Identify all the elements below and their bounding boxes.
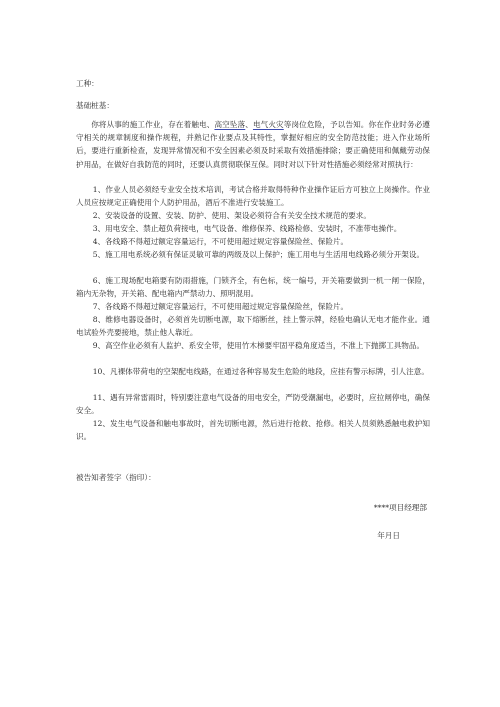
intro-text-post: 等岗位危险，予以告知。你在作业时务必遵守相关的规章制度和操作规程，并熟记作业要点及其特性，掌握好相应的安全防范技能；进入作业场所后，要进行重新检查，发现异常情况和不安全因素必须及时采取有效措施排除；要正确使用和佩戴劳动保护用品，在做好自我防范的同时，还要认真贯彻联保互保。同时对以下针对性措施必须经常对照执行： xyxy=(76,120,431,169)
measure-item-10: 10、凡裸体带荷电的空架配电线路，在通过各种容易发生危险的地段，应挂有警示标牌，引人注意。 xyxy=(92,367,429,376)
measure-item-8: 8、维修电器设备时，必须首先切断电源，取下熔断丝，挂上警示牌，经验电确认无电才能作业。通电试验外壳要接地，禁止他人靠近。 xyxy=(76,315,430,338)
intro-paragraph xyxy=(76,118,430,171)
intro-text-mid: 、 xyxy=(245,120,253,129)
signature-date: 年月日 xyxy=(377,531,400,540)
hazard-high-fall: 高空坠落 xyxy=(214,120,246,129)
measure-item-1: 1、作业人员必须经专业安全技术培训，考试合格并取得特种作业操作证后方可独立上岗操作。作业人员应按规定正确使用个人防护用品，酒后不准进行安装施工。 xyxy=(76,185,430,208)
measure-item-9: 9、高空作业必须有人监护、系安全带，使用竹木梯要牢固平稳角度适当，不准上下抛掷工具物品。 xyxy=(92,341,425,350)
measure-item-5: 5、施工用电系统必须有保证灵敏可靠的两级及以上保护；施工用电与生活用电线路必须分开架设。 xyxy=(92,250,425,259)
measure-item-7: 7、各线路不得超过额定容量运行，不可使用超过规定容量保险丝，保险片。 xyxy=(92,302,349,311)
measure-item-2: 2、安装设备的设置、安装、防护、使用、架设必须符合有关安全技术规范的要求。 xyxy=(92,211,371,220)
work-type-label: 工种： xyxy=(76,79,99,88)
measure-item-6: 6、施工现场配电箱要有防雨措施，门锁齐全，有色标，统一编号，开关箱要做到一机一闸一保险，箱内无杂物，开关箱、配电箱内严禁动力、照明混用。 xyxy=(76,276,430,299)
basis-label: 基础桩基： xyxy=(76,101,114,110)
intro-text-pre: 你将从事的施工作业，存在着触电、 xyxy=(91,120,215,129)
measure-item-3: 3、用电安全、禁止超负荷接电，电气设备、维修保养、线路检修、安装时，不准带电操作。 xyxy=(92,224,402,233)
signer-department: ****项目经理部 xyxy=(373,503,427,512)
measure-item-11: 11、遇有异常雷雨时，特别要注意电气设备的用电安全，严防受潮漏电，必要时，应拉闸停电，确保安全。 xyxy=(76,393,430,416)
measure-item-4: 4、各线路不得超过额定容量运行，不可使用超过规定容量保险丝、保险片。 xyxy=(92,237,349,246)
hazard-electric-fire: 电气火灾 xyxy=(252,120,284,129)
measure-item-12: 12、发生电气设备和触电事故时，首先切断电源，然后进行抢救、抢修。相关人员须熟悉触电救护知识。 xyxy=(76,419,430,442)
signature-label: 被告知者签字（指印）： xyxy=(76,473,156,482)
